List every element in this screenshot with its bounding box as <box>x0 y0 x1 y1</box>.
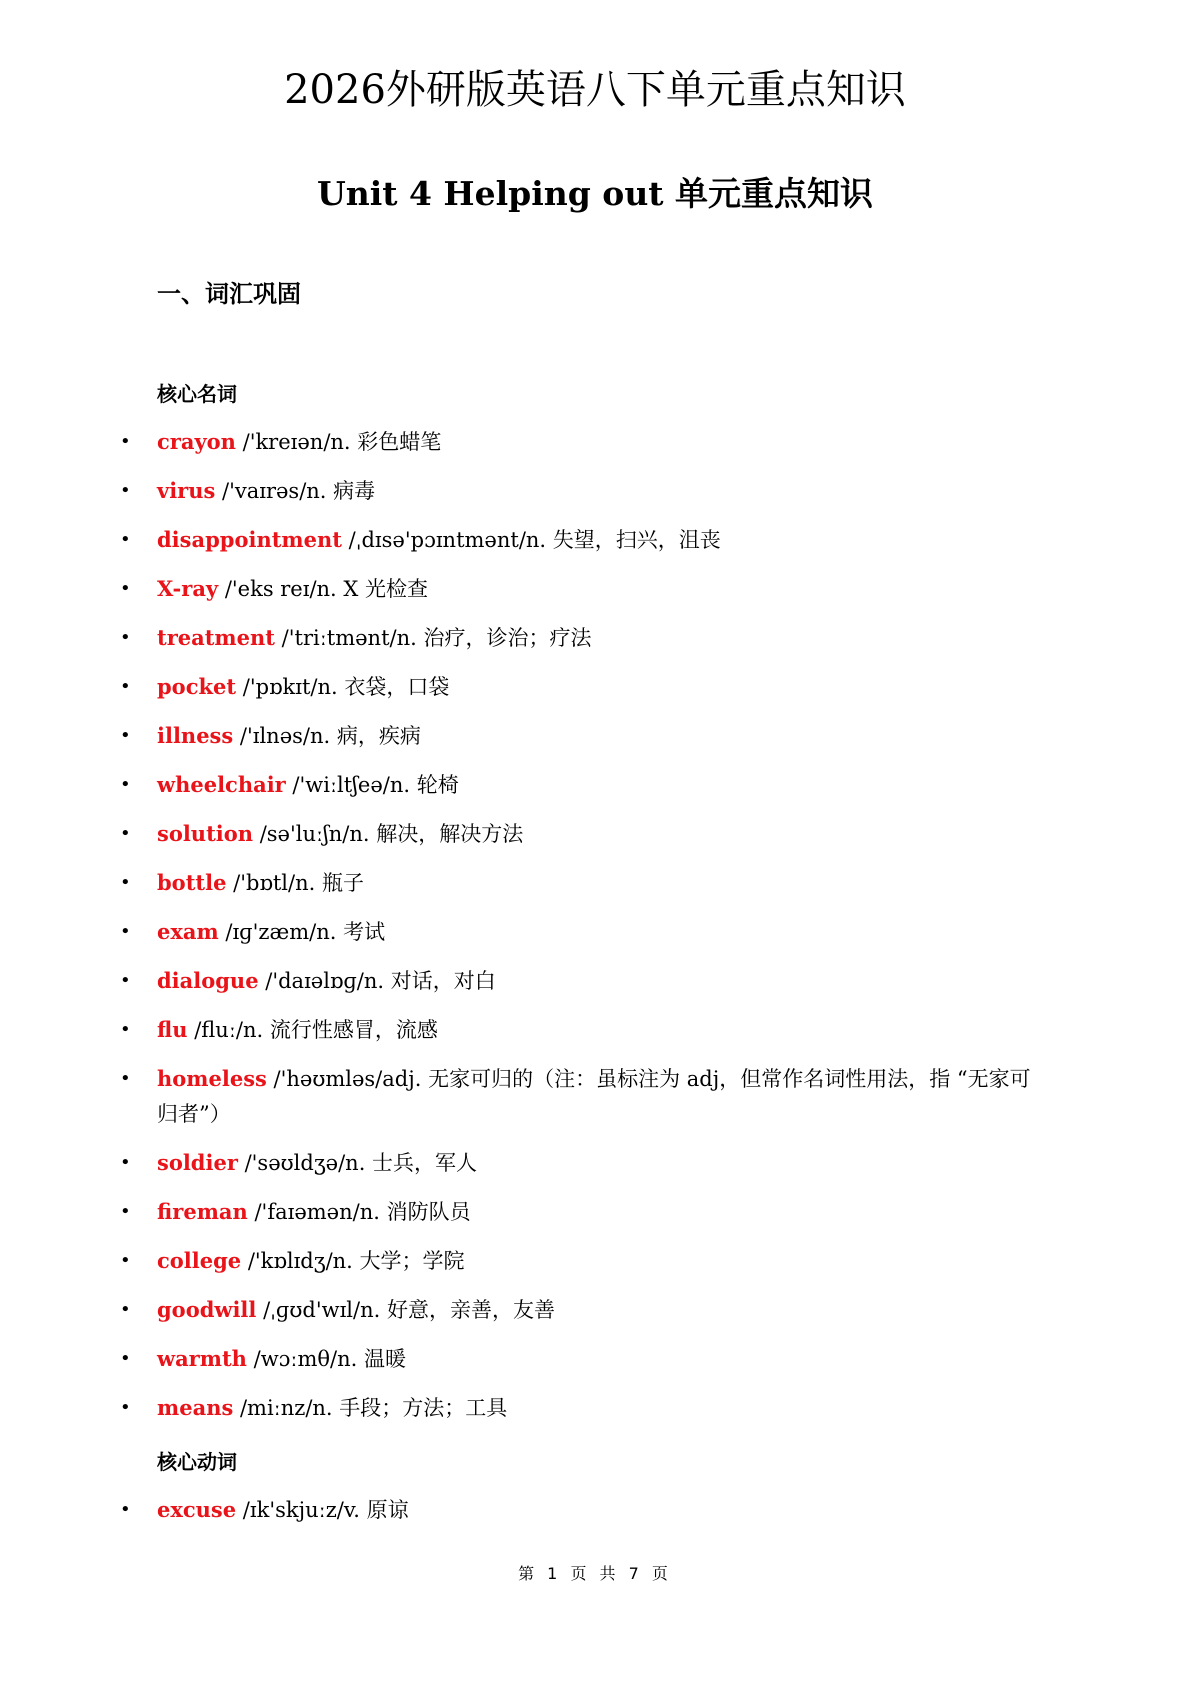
vocab-word: disappointment <box>157 527 342 552</box>
vocab-word: excuse <box>157 1497 237 1522</box>
vocab-item <box>0 767 1190 803</box>
vocab-word: soldier <box>157 1150 238 1175</box>
vocab-item <box>0 1492 1190 1528</box>
bullet-icon: • <box>120 970 131 991</box>
vocab-word: virus <box>157 478 216 503</box>
vocab-definition: /ˌdɪsə'pɔɪntmənt/n. 失望，扫兴，沮丧 <box>341 528 721 552</box>
bullet-icon: • <box>120 872 131 893</box>
vocab-word: X-ray <box>157 576 219 601</box>
bullet-icon: • <box>120 1201 131 1222</box>
vocab-definition: /'kreɪən/n. 彩色蜡笔 <box>235 430 442 454</box>
nouns-heading: 核心名词 <box>157 382 237 406</box>
bullet-icon: • <box>120 823 131 844</box>
verbs-list <box>0 1492 1190 1541</box>
vocab-definition: /ɪk'skjuːz/v. 原谅 <box>236 1498 409 1522</box>
vocab-word: dialogue <box>157 968 259 993</box>
bullet-icon: • <box>120 676 131 697</box>
vocab-item <box>0 620 1190 656</box>
bullet-icon: • <box>120 529 131 550</box>
vocab-item <box>0 1061 1190 1132</box>
page-title: 2026外研版英语八下单元重点知识 <box>284 67 906 113</box>
vocab-definition: /wɔːmθ/n. 温暖 <box>246 1347 407 1371</box>
vocab-word: means <box>157 1395 234 1420</box>
vocab-definition: /'daɪəlɒɡ/n. 对话，对白 <box>258 969 496 993</box>
vocab-word: illness <box>157 723 234 748</box>
bullet-icon: • <box>120 1299 131 1320</box>
vocab-definition: /'bɒtl/n. 瓶子 <box>226 871 364 895</box>
vocab-definition: /'wiːltʃeə/n. 轮椅 <box>285 773 459 797</box>
vocab-word: crayon <box>157 429 236 454</box>
bullet-icon: • <box>120 1348 131 1369</box>
vocab-item <box>0 1341 1190 1377</box>
vocab-definition: /ɪɡ'zæm/n. 考试 <box>218 920 386 944</box>
bullet-icon: • <box>120 480 131 501</box>
vocab-item <box>0 1292 1190 1328</box>
vocab-item <box>0 1194 1190 1230</box>
vocab-word: treatment <box>157 625 275 650</box>
vocab-item <box>0 865 1190 901</box>
bullet-icon: • <box>120 774 131 795</box>
bullet-icon: • <box>120 725 131 746</box>
vocab-definition: /'triːtmənt/n. 治疗，诊治；疗法 <box>274 626 592 650</box>
vocab-item <box>0 473 1190 509</box>
vocab-item <box>0 1145 1190 1181</box>
vocab-item <box>0 1243 1190 1279</box>
vocab-word: solution <box>157 821 254 846</box>
vocab-item <box>0 718 1190 754</box>
vocab-definition: /'faɪəmən/n. 消防队员 <box>247 1200 471 1224</box>
vocab-item <box>0 571 1190 607</box>
vocab-item <box>0 1012 1190 1048</box>
vocab-definition: /miːnz/n. 手段；方法；工具 <box>233 1396 508 1420</box>
vocab-definition: /'eks reɪ/n. X 光检查 <box>218 577 429 601</box>
vocab-definition: /'ɪlnəs/n. 病，疾病 <box>233 724 421 748</box>
bullet-icon: • <box>120 1250 131 1271</box>
vocab-item <box>0 669 1190 705</box>
vocab-word: pocket <box>157 674 237 699</box>
page-number-footer: 第 1 页 共 7 页 <box>518 1564 672 1583</box>
vocab-item <box>0 914 1190 950</box>
vocab-definition: /sə'luːʃn/n. 解决，解决方法 <box>253 822 524 846</box>
vocab-word: warmth <box>157 1346 247 1371</box>
nouns-list <box>0 424 1190 1439</box>
bullet-icon: • <box>120 627 131 648</box>
bullet-icon: • <box>120 1499 131 1520</box>
bullet-icon: • <box>120 1397 131 1418</box>
vocab-definition: /'pɒkɪt/n. 衣袋，口袋 <box>236 675 450 699</box>
vocab-word: college <box>157 1248 242 1273</box>
unit-title: Unit 4 Helping out 单元重点知识 <box>316 174 874 213</box>
bullet-icon: • <box>120 1019 131 1040</box>
bullet-icon: • <box>120 1068 131 1089</box>
vocab-definition: /ˌɡʊd'wɪl/n. 好意，亲善，友善 <box>256 1298 555 1322</box>
vocab-item <box>0 424 1190 460</box>
section-heading: 一、词汇巩固 <box>157 280 301 308</box>
vocab-definition: /'vaɪrəs/n. 病毒 <box>215 479 376 503</box>
vocab-word: homeless <box>157 1066 267 1091</box>
vocab-item <box>0 1390 1190 1426</box>
bullet-icon: • <box>120 921 131 942</box>
vocab-word: exam <box>157 919 219 944</box>
vocab-word: flu <box>157 1017 188 1042</box>
bullet-icon: • <box>120 431 131 452</box>
vocab-item <box>0 816 1190 852</box>
vocab-item <box>0 963 1190 999</box>
bullet-icon: • <box>120 578 131 599</box>
vocab-word: wheelchair <box>157 772 286 797</box>
vocab-word: bottle <box>157 870 227 895</box>
vocab-definition: /'kɒlɪdʒ/n. 大学；学院 <box>241 1249 465 1273</box>
vocab-definition: /'səʊldʒə/n. 士兵，军人 <box>237 1151 478 1175</box>
bullet-icon: • <box>120 1152 131 1173</box>
verbs-heading: 核心动词 <box>157 1450 237 1474</box>
vocab-word: fireman <box>157 1199 248 1224</box>
vocab-item <box>0 522 1190 558</box>
vocab-word: goodwill <box>157 1297 257 1322</box>
vocab-definition: /'həʊmləs/adj. 无家可归的（注：虽标注为 adj，但常作名词性用法，指 “无家可归者”） <box>157 1067 1031 1126</box>
vocab-definition: /fluː/n. 流行性感冒，流感 <box>187 1018 438 1042</box>
